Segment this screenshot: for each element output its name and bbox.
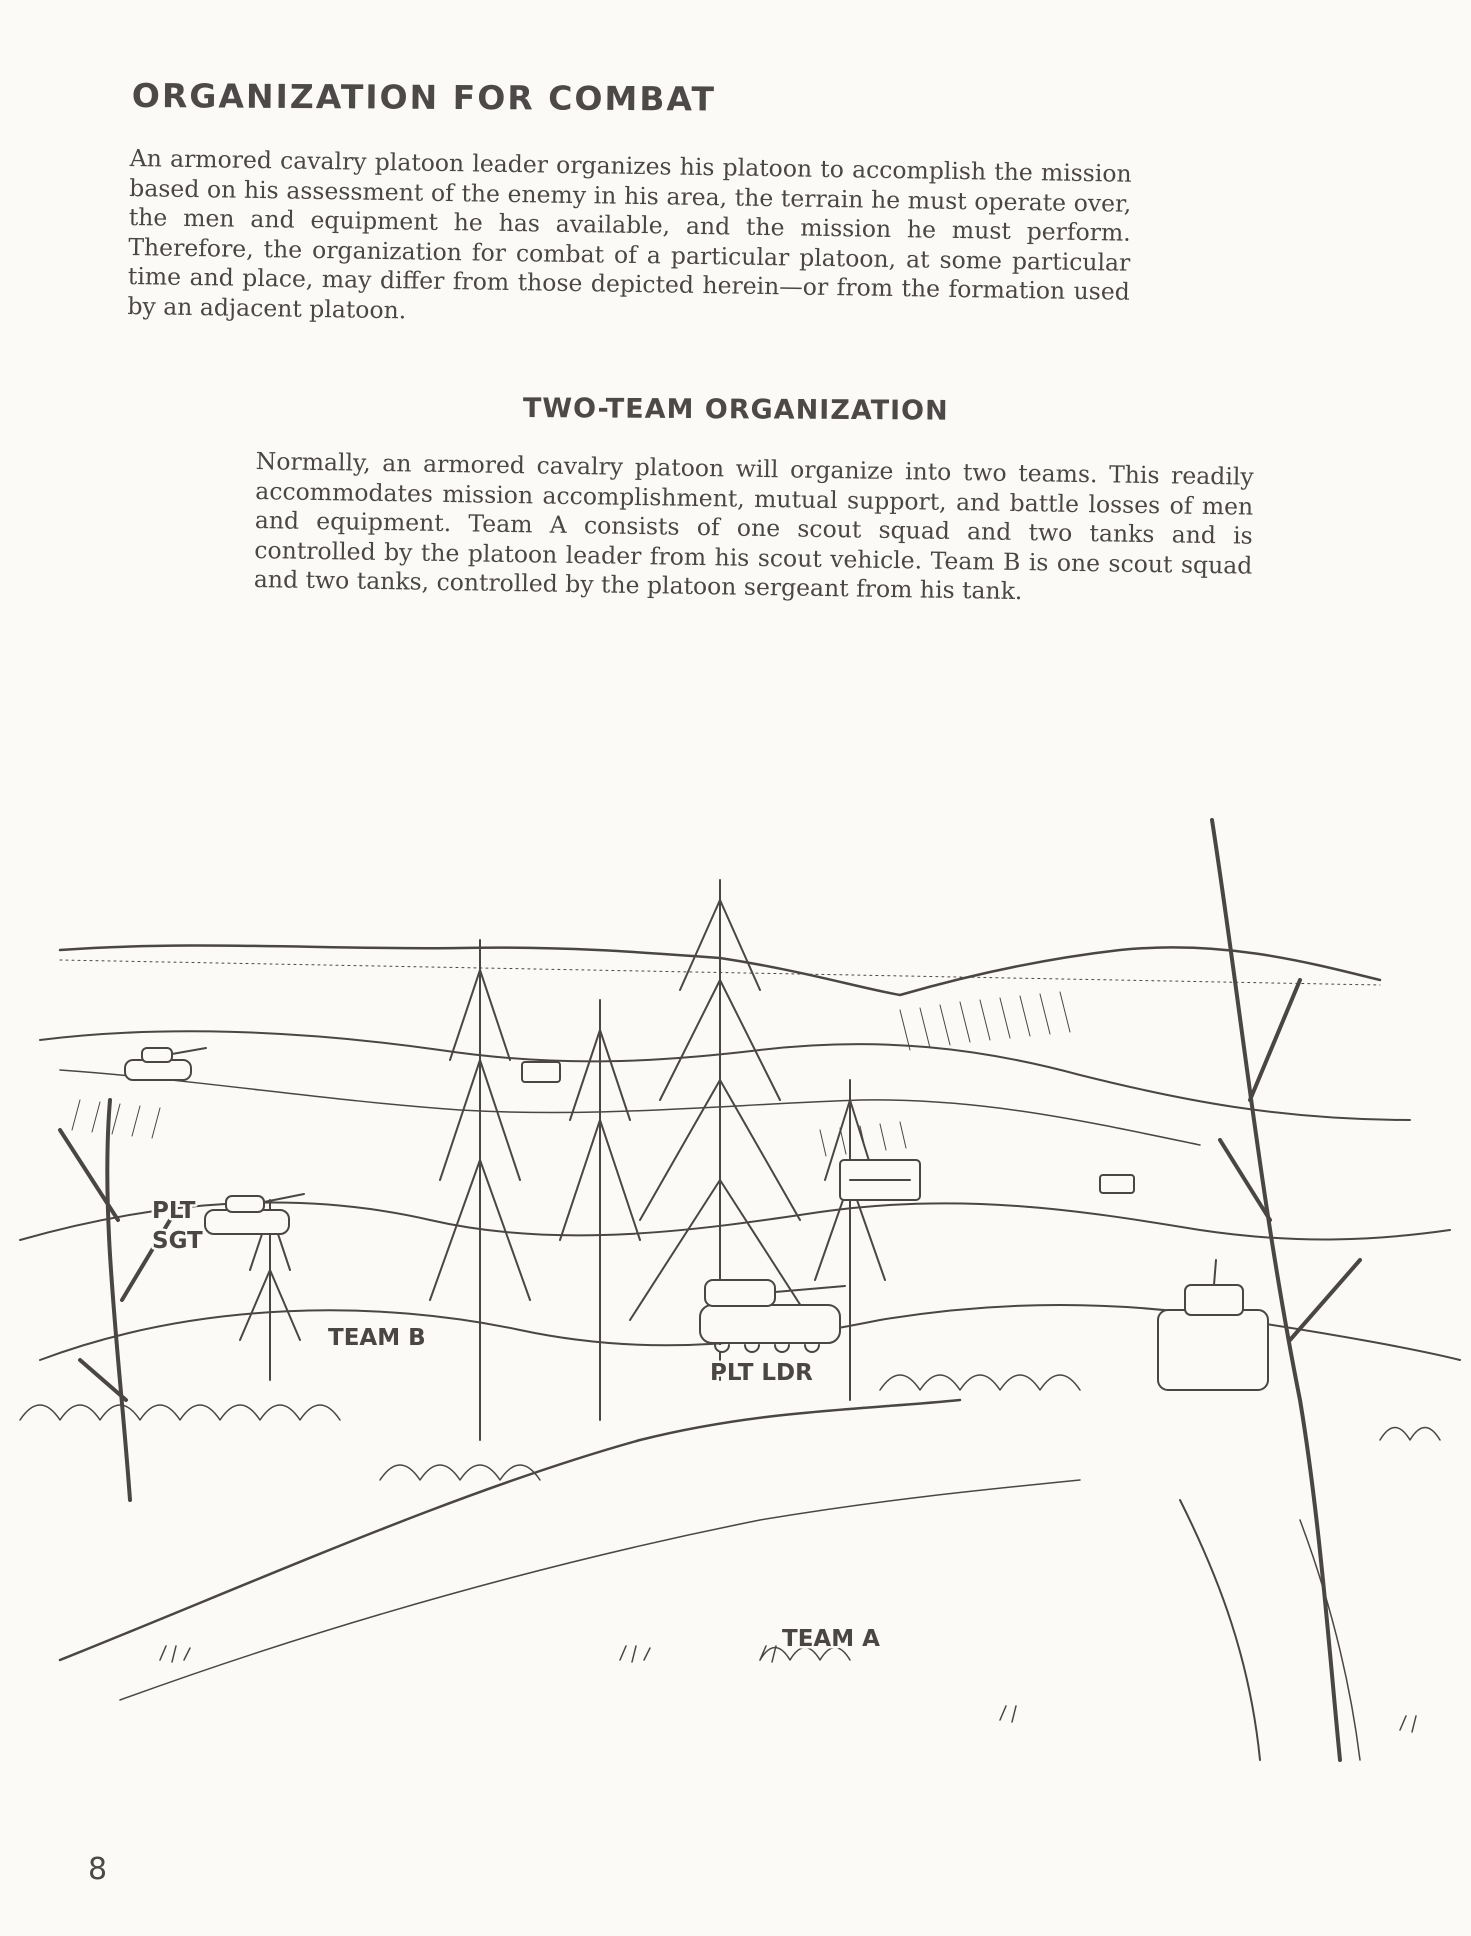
label-plt-sgt-line1: PLT <box>152 1198 196 1224</box>
bare-tree-left <box>60 1100 170 1500</box>
apc-distant <box>1100 1175 1134 1193</box>
conifer-left <box>430 940 530 1440</box>
tank-team-a-front <box>1158 1260 1268 1390</box>
page-number: 8 <box>88 1852 108 1887</box>
road <box>60 1400 960 1660</box>
vehicle-labels <box>152 1198 880 1652</box>
apc-team-b <box>522 1062 560 1082</box>
tank-team-a <box>700 1280 845 1352</box>
label-team-b: TEAM B <box>328 1325 426 1351</box>
apc-plt-ldr <box>840 1160 920 1200</box>
section-paragraph: Normally, an armored cavalry platoon will organize into two teams. This readily accommodates mission accomplishment, mutual support, and battle losses of men and equipment. Team A consists of one scout squad and two tanks and is controlled by the platoon leader from his scout vehicle. Team B is one scout squad and two tanks, controlled by the platoon sergeant from his tank. <box>253 447 1254 606</box>
intro-paragraph: An armored cavalry platoon leader organizes his platoon to accomplish the mission based on his assessment of the enemy in his area, the terrain he must operate over, the men and equipment he has available, and the mission he must perform. Therefore, the organization for combat of a particular platoon, at some particular time and place, may differ from those depicted herein—or from the formation used by an adjacent platoon. <box>127 144 1132 324</box>
page-title: ORGANIZATION FOR COMBAT <box>131 76 717 119</box>
section-title: TWO-TEAM ORGANIZATION <box>522 393 949 427</box>
tank-team-b <box>205 1194 304 1234</box>
label-plt-ldr: PLT LDR <box>710 1360 813 1386</box>
conifer-right <box>815 1080 885 1400</box>
label-plt-sgt-line2: SGT <box>152 1228 203 1254</box>
label-team-a: TEAM A <box>782 1626 880 1652</box>
brush <box>20 1405 340 1420</box>
terrain-illustration <box>0 800 1471 1800</box>
tank-plt-sgt <box>125 1048 206 1080</box>
conifer-mid <box>560 1000 640 1420</box>
